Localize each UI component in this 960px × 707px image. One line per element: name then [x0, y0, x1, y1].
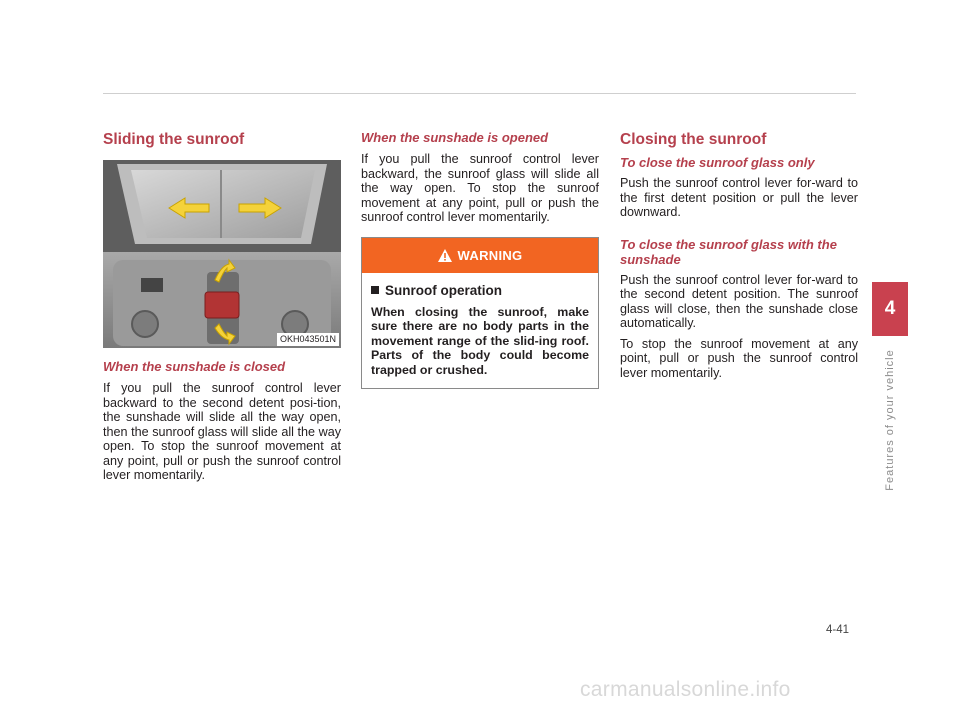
warning-header: [362, 238, 598, 273]
subheading-glass-with-sunshade: To close the sunroof glass with the sunshade: [620, 236, 837, 267]
paragraph-sunshade-closed: If you pull the sunroof control lever backward to the second detent posi-tion, the sunshade will slide all the way open, then the sunroof glass will slide all the way open. To stop the sunroof movement at any point, pull or push the sunroof control lever momentarily.: [103, 381, 341, 482]
column-left: [103, 130, 341, 483]
warning-title-label: Sunroof operation: [385, 282, 502, 298]
subheading-sunshade-closed: When the sunshade is closed: [103, 359, 286, 374]
page-number: 4-41: [826, 624, 850, 636]
section-heading-sliding: Sliding the sunroof: [103, 131, 245, 148]
warning-body: [362, 273, 598, 389]
warning-triangle-icon: [438, 249, 452, 262]
square-bullet-icon: [371, 286, 379, 294]
column-right: [620, 130, 858, 380]
warning-header-label: WARNING: [457, 247, 523, 263]
sunroof-illustration: [103, 160, 341, 348]
paragraph-glass-with-sunshade: Push the sunroof control lever for-ward to the second detent position. The sunroof glass will close, then the sunshade close automatically.: [620, 272, 858, 330]
chapter-title: Features of your vehicle: [884, 349, 896, 491]
chapter-tab: 4: [872, 282, 908, 336]
warning-title: [371, 283, 589, 298]
subheading-glass-only: To close the sunroof glass only: [620, 155, 815, 170]
top-rule: [103, 93, 856, 94]
paragraph-glass-only: Push the sunroof control lever for-ward to the first detent position or pull the lever downward.: [620, 176, 858, 219]
subheading-sunshade-opened: When the sunshade is opened: [361, 130, 549, 145]
sunroof-photo: [103, 160, 341, 348]
warning-text: When closing the sunroof, make sure there are no body parts in the movement range of the slid-ing roof. Parts of the body could become trapped or crushed.: [371, 304, 589, 377]
warning-box: [361, 237, 599, 390]
paragraph-stop-movement: To stop the sunroof movement at any point, pull or push the sunroof control lever momentarily.: [620, 336, 858, 380]
watermark: carmanualsonline.info: [580, 678, 791, 701]
paragraph-sunshade-opened: If you pull the sunroof control lever backward, the sunroof glass will slide all the way open. To stop the sunroof movement at any point, pull or push the sunroof control lever momentarily.: [361, 152, 599, 224]
image-code: OKH043501N: [277, 333, 339, 346]
section-heading-closing: Closing the sunroof: [620, 131, 767, 148]
column-middle: [361, 130, 599, 389]
